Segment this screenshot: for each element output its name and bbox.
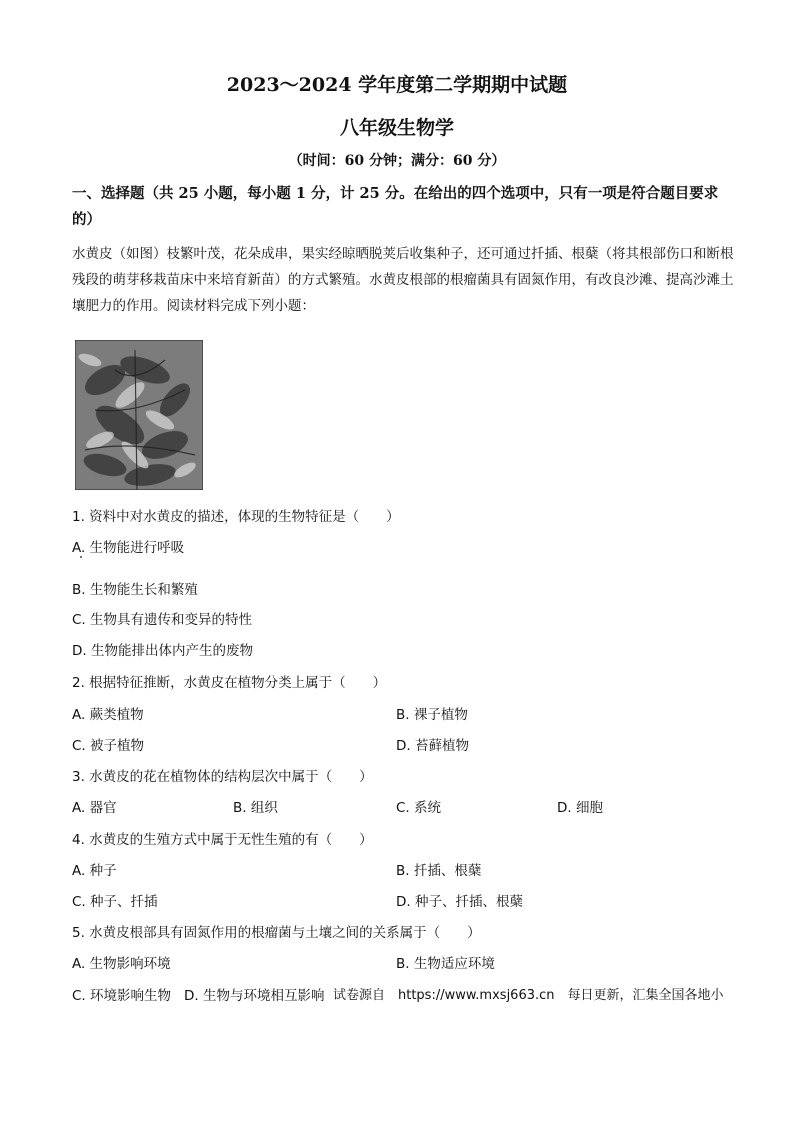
q1-option-c: C. 生物具有遗传和变异的特性 <box>72 612 253 628</box>
q2-option-a: A. 蕨类植物 <box>72 707 144 723</box>
q4-option-c: C. 种子、扦插 <box>72 894 158 910</box>
reading-passage: 水黄皮（如图）枝繁叶茂，花朵成串，果实经晾晒脱荚后收集种子，还可通过扦插、根蘖（将其根部伤口和断根残段的萌芽移栽苗床中来培育新苗）的方式繁殖。水黄皮根部的根瘤菌具有固氮作用，有改良沙滩、提高沙滩土壤肥力的作用。阅读材料完成下列小题： <box>72 246 734 314</box>
q4-option-d: D. 种子、扦插、根蘖 <box>396 894 523 910</box>
q2-option-d: D. 苔藓植物 <box>396 738 469 754</box>
q5-option-a: A. 生物影响环境 <box>72 956 171 972</box>
q5-option-c: C. 环境影响生物 <box>72 988 172 1004</box>
q2-option-c: C. 被子植物 <box>72 738 145 754</box>
q5-option-b: B. 生物适应环境 <box>396 956 495 972</box>
q4-option-b: B. 扦插、根蘖 <box>396 863 482 879</box>
scan-speck <box>80 556 82 558</box>
exam-meta: （时间：60 分钟；满分：60 分） <box>288 153 506 169</box>
q3-option-d: D. 细胞 <box>557 800 603 816</box>
source-watermark: 试卷源自 https://www.mxsj663.cn 每日更新，汇集全国各地小 <box>333 988 724 1003</box>
question-4-stem: 4. 水黄皮的生殖方式中属于无性生殖的有（ ） <box>72 832 373 848</box>
section-heading: 一、选择题（共 25 小题，每小题 1 分，计 25 分。在给出的四个选项中，只有一项是符合题目要求的） <box>72 185 719 228</box>
q3-option-a: A. 器官 <box>72 800 117 816</box>
q3-option-b: B. 组织 <box>233 800 278 816</box>
q4-option-a: A. 种子 <box>72 863 117 879</box>
question-1-stem: 1. 资料中对水黄皮的描述，体现的生物特征是（ ） <box>72 509 400 525</box>
q1-option-b: B. 生物能生长和繁殖 <box>72 582 198 598</box>
plant-photo <box>75 340 203 490</box>
question-3-stem: 3. 水黄皮的花在植物体的结构层次中属于（ ） <box>72 769 373 785</box>
q1-option-d: D. 生物能排出体内产生的废物 <box>72 643 253 659</box>
q2-option-b: B. 裸子植物 <box>396 707 468 723</box>
exam-subtitle: 八年级生物学 <box>339 117 454 139</box>
question-2-stem: 2. 根据特征推断，水黄皮在植物分类上属于（ ） <box>72 675 387 691</box>
q3-option-c: C. 系统 <box>396 800 442 816</box>
exam-title: 2023～2024 学年度第二学期期中试题 <box>226 74 568 96</box>
q5-option-d: D. 生物与环境相互影响 <box>184 988 325 1004</box>
q1-option-a: A. 生物能进行呼吸 <box>72 540 185 556</box>
question-5-stem: 5. 水黄皮根部具有固氮作用的根瘤菌与土壤之间的关系属于（ ） <box>72 925 481 941</box>
